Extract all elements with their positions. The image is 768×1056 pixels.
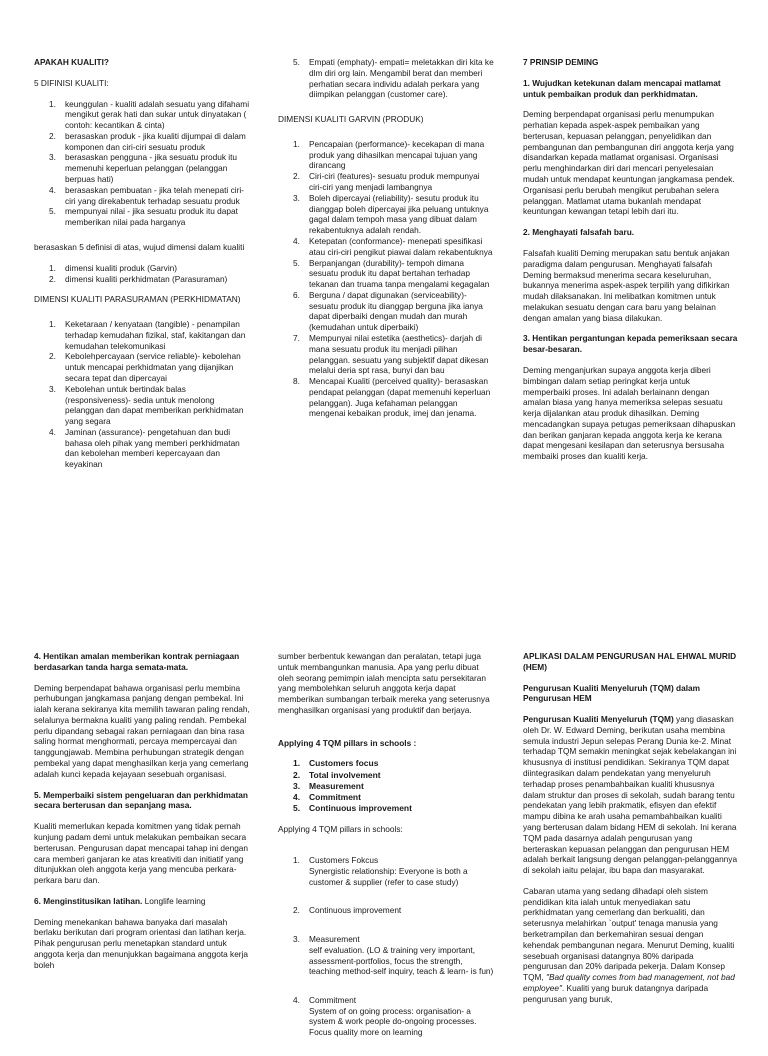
principle-4-heading: 4. Hentikan amalan memberikan kontrak perniagaan berdasarkan tanda harga semata-mata. [34,651,240,672]
principle-2-text: Falsafah kualiti Deming merupakan satu bentuk anjakan paradigma dalam pengurusan. Menghayati falsafah Deming bermaksud menerima secara keseluruhan, bukannya menerima aspek-aspek terpilih yang difikirkan mudah dilaksanakan. Ini melibatkan komitmen untuk melakukan sesuatu dengan cara baru yang belainan dengan amalan yang biasa dilakukan. [523,247,730,323]
principle-3-heading: 3. Hentikan pergantungan kepada pemeriksaan secara besar-besaran. [523,333,738,355]
list-item: 4. Jaminan (assurance)- pengetahuan dan budi bahasa oleh pihak yang memberi perkhidmatan dan kebolehan memberi kepercayaan dan keyakinan [49,426,240,470]
list-item: 1. Customers focus [293,758,379,769]
parasuraman-list [34,319,252,470]
page2-column-2 [278,651,494,1056]
list-item: 3. Kebolehan untuk bertindak balas (responsiveness)- sedia untuk menolong pelanggan dan dapat memberikan perkhidmatan yang segara [49,383,244,427]
challenge-paragraph: Cabaran utama yang sedang dihadapi oleh sistem pendidikan kita ialah untuk menyediakan satu perkhidmatan yang cemerlang dan berkualiti, dan seterusnya melahirkan `output' tenaga manusia yang berketrampilan dan berkemahiran sesuai dengan kehendak pembangunan negara. Menurut Deming, kualiti sesebuah organisasi datangnya 80% daripada pengurusan dan 20% daripada pekerja. Dalam Konsep TQM, "Bad quality comes from bad management, not bad employee". Kualiti yang buruk datangnya daripada pengurusan yang buruk, [523,885,735,1004]
garvin-heading: DIMENSI KUALITI GARVIN (PRODUK) [278,114,424,125]
list-item: 1. dimensi kualiti produk (Garvin) [49,262,178,273]
list-item: 5. mempunyai nilai - jika sesuatu produk itu dapat memberikan nilai pada harganya [49,206,238,228]
list-item: 2. Total involvement [293,769,381,780]
page1-title: APAKAH KUALITI? [34,57,109,67]
leadership-continuation: sumber berbentuk kewangan dan peralatan, tetapi juga untuk membangunkan manusia. Apa yang perlu dibuat oleh seorang pemimpin ialah mencipta satu persekitaran yang membolehkan seluruh anggota kerja dapat memberikan sumbangan terbaik mereka yang seterusnya menghasilkan organisasi yang produktif dan berjaya. [278,651,490,715]
list-item: 3. Measurement self evaluation. (LO & training very important, assessment-portfolios, focus the strength, teaching method-self inquiry, teach & learn- is fun) [293,933,494,977]
list-item: 6. Berguna / dapat digunakan (serviceability)- sesuatu produk itu dianggap berguna jika ianya dapat diperbaiki dengan mudah dan murah (kemudahan untuk diperbaiki) [293,289,483,333]
principle-5-text: Kualiti memerlukan kepada komitmen yang tidak pernah kunjung padam demi untuk melakukan pembaikan secara berterusan. Pengurusan dapat mencapai tahap ini dengan cara memberi ganjaran ke atas kreativiti dan initiatif yang ditunjukkan oleh anggota kerja yang mencuba perkara-perkara baru dan. [34,821,249,886]
principle-6-heading-line: 6. Menginstitusikan latihan. Longlife learning [34,895,206,906]
list-item: 5. Continuous improvement [293,802,412,813]
list-item: 1. Keketaraan / kenyataan (tangible) - penampilan terhadap kemudahan fizikal, staf, kakitangan dan kemudahan telekomunikasi [49,319,246,351]
empathy-list [278,57,494,100]
page1-column-2 [278,57,494,419]
pillars-list [278,758,494,813]
page2-column-3 [523,651,738,1004]
list-item: 3. berasaskan pengguna - jika sesuatu produk itu memenuhi keperluan pelanggan (pelanggan berpuas hati) [49,152,238,185]
pillars-detail-heading: Applying 4 TQM pillars in schools: [278,823,403,834]
parasuraman-heading: DIMENSI KUALITI PARASURAMAN (PERKHIDMATAN) [34,294,241,305]
list-item: 2. Kebolehpercayaan (service reliable)- kebolehan untuk mencapai perkhidmatan yang dijanjikan secara tepat dan dipercayai [49,351,241,383]
principle-3-text: Deming menganjurkan supaya anggota kerja diberi bimbingan dalam setiap peringkat kerja untuk memperbaiki proses. Ini adalah berlainann dengan amalan biasa yang hanya memeriksa selepas sesuatu kerja dijalankan atau produk dihasilkan. Deming mencadangkan supaya petugas pemeriksaan dihapuskan dan berikan ganjaran kepada anggota kerja ke kerana dapat mengesani kesilapan dan seterusnya bersusaha membaiki proses dan kualiti kerja. [523,364,736,462]
principle-1-text: Deming berpendapat organisasi perlu menumpukan perhatian kepada aspek-aspek pembaikan yang berterusan, kepuasan pelanggan, penyelidikan dan pembangunan dan pembangunan diri anggota kerja yang disandarkan kepada matlamat organisasi. Organisasi perlu menghindarkan diri dari mencari penyelesaian mudah untuk mendapat keuntungan jangkamasa pendek. Organisasi perlu berubah mengikut perubahan selera pelanggan. Matlamat utama bukanlah mendapat keuntungan kewangan tetapi lebih dari itu. [523,109,735,217]
hem-title: APLIKASI DALAM PENGURUSAN HAL EHWAL MURID (HEM) [523,651,737,672]
principle-6-text: Deming menekankan bahawa banyaka dari masalah berlaku berikutan dari program orientasi dan latihan kerja. Pihak pengurusan perlu menetapkan standard untuk anggota kerja dan menunjukkan bagaimana anggota kerja boleh [34,916,249,970]
page1-column-1 [34,57,252,470]
list-item: 1. keunggulan - kualiti adalah sesuatu yang difahami mengikut gerak hati dan sukar untuk dinyatakan ( contoh: kecantikan & cinta) [49,98,250,131]
list-item: 4. Ketepatan (conformance)- menepati spesifikasi atau ciri-ciri pengikut piawai dalam rekabentuknya [293,235,493,257]
principle-4-text: Deming berpendapat bahawa organisasi perlu membina perhubungan jangkamasa panjang dengan pembekal. Ini ialah kerana sekiranya kita memilih tawaran paling rendah, selalunya bermakna kualiti yang paling rendah. Pembekal perlu dipandang sebagai rakan perniagaan dan bina rasa saling hormat menghormati, percaya mempercayai dan tanggungjawab. Membina perhubungan strategik dengan pembekal yang dapat menghasilkan kerja yang cemerlang adalah kunci kepada kejayaan sesebuah organisasi. [34,682,250,779]
page1-column-3 [523,57,738,462]
list-item: 4. berasaskan pembuatan - jika telah menepati ciri-ciri yang direkabentuk terhadap sesuatu produk [49,184,244,206]
list-item: 2. Ciri-ciri (features)- sesuatu produk mempunyai ciri-ciri yang menjadi lambangnya [293,171,480,193]
definitions-subtitle: 5 DIFINISI KUALITI: [34,77,109,88]
principle-5-heading: 5. Memperbaiki sistem pengeluaran dan perkhidmatan secara berterusan dan sepanjang masa. [34,789,248,811]
deming-title: 7 PRINSIP DEMING [523,57,599,67]
page2-column-1 [34,651,250,971]
list-item: 4. Commitment System of on going process: organisation- a system & work people do-ongoing processes. Focus quality more on learning [293,994,477,1038]
dimensions-list [34,263,252,285]
pillars-heading: Applying 4 TQM pillars in schools : [278,737,417,748]
tqm-paragraph: Pengurusan Kualiti Menyeluruh (TQM) yang diasaskan oleh Dr. W. Edward Deming, berikutan usaha membina semula industri Jepun selepas Perang Dunia ke-2. Minat terhadap TQM semakin meningkat sejak kebelakangan ini khususnya di institusi pendidikan. Sekiranya TQM dapat diintegrasikan dalam pendekatan yang menyeluruh terhadap proses penambahbaikan kualiti khususnya dalam struktur dan proses di sekolah, sudah barang tentu pendekatan yang lebih prakmatik, efisyen dan efektif mampu dibina ke arah usaha pemambahbaikan kualiti yang berterusan dalam bidang HEM di sekolah. Ini kerana TQM pada dasarnya adalah pengurusan yang berteraskan kepuasan pelanggan dan pengurusan HEM adalah berkait langsung dengan pelanggan-pelanggannya di sekolah iaitu pelajar, ibu bapa dan masyarakat. [523,714,738,876]
list-item: 4. Commitment [293,791,361,802]
list-item: 1. Pencapaian (performance)- kecekapan di mana produk yang dihasilkan mencapai tujuan yang dirancang [293,138,485,171]
definitions-list [34,99,252,228]
list-item: 1. Customers Fokcus Synergistic relationship: Everyone is both a customer & supplier (refer to case study) [293,855,468,887]
principle-1-heading: 1. Wujudkan ketekunan dalam mencapai matlamat untuk pembaikan produk dan perkhidmatan. [523,77,721,99]
garvin-list [278,139,494,419]
list-item: 2. dimensi kualiti perkhidmatan (Parasuraman) [49,273,228,284]
dimensions-summary: berasaskan 5 definisi di atas, wujud dimensi dalam kualiti [34,241,245,252]
list-item: 2. berasaskan produk - jika kualiti dijumpai di dalam komponen dan ciri-ciri sesuatu produk [49,130,246,152]
list-item: 5. Empati (emphaty)- empati= meletakkan diri kita ke dlm diri org lain. Mengambil berat dan memberi perhatian secara individu adalah perkara yang diimpikan pelanggan (customer care). [293,57,494,100]
hem-subtitle: Pengurusan Kualiti Menyeluruh (TQM) dalam Pengurusan HEM [523,682,701,704]
list-item: 8. Mencapai Kualiti (perceived quality)- berasaskan pendapat pelanggan (dapat memenuhi keperluan pelanggan). Juga kefahaman pelanggan mengenai kebaikan produk, imej dan jenama. [293,376,491,419]
list-item: 3. Measurement [293,780,364,791]
list-item: 2. Continuous improvement [293,905,402,916]
pillars-detail-list [278,844,494,1055]
principle-2-heading: 2. Menghayati falsafah baru. [523,227,635,238]
list-item: 7. Mempunyai nilai estetika (aesthetics)- darjah di mana sesuatu produk itu menjadi pilihan pelanggan. sesuatu yang subjektif dapat dikesan melalui deria spt rasa, bunyi dan bau [293,332,489,376]
list-item: 3. Boleh dipercayai (reliability)- sesutu produk itu dianggap boleh dipercayai jika peluang untuknya gagal dalam tempoh masa yang dibuat dalam rekabentuknya adalah rendah. [293,192,489,236]
list-item: 5. Berpanjangan (durability)- tempoh dimana sesuatu produk itu dapat bertahan terhadap tekanan dan truama tanpa mengalami kegagalan [293,257,490,290]
